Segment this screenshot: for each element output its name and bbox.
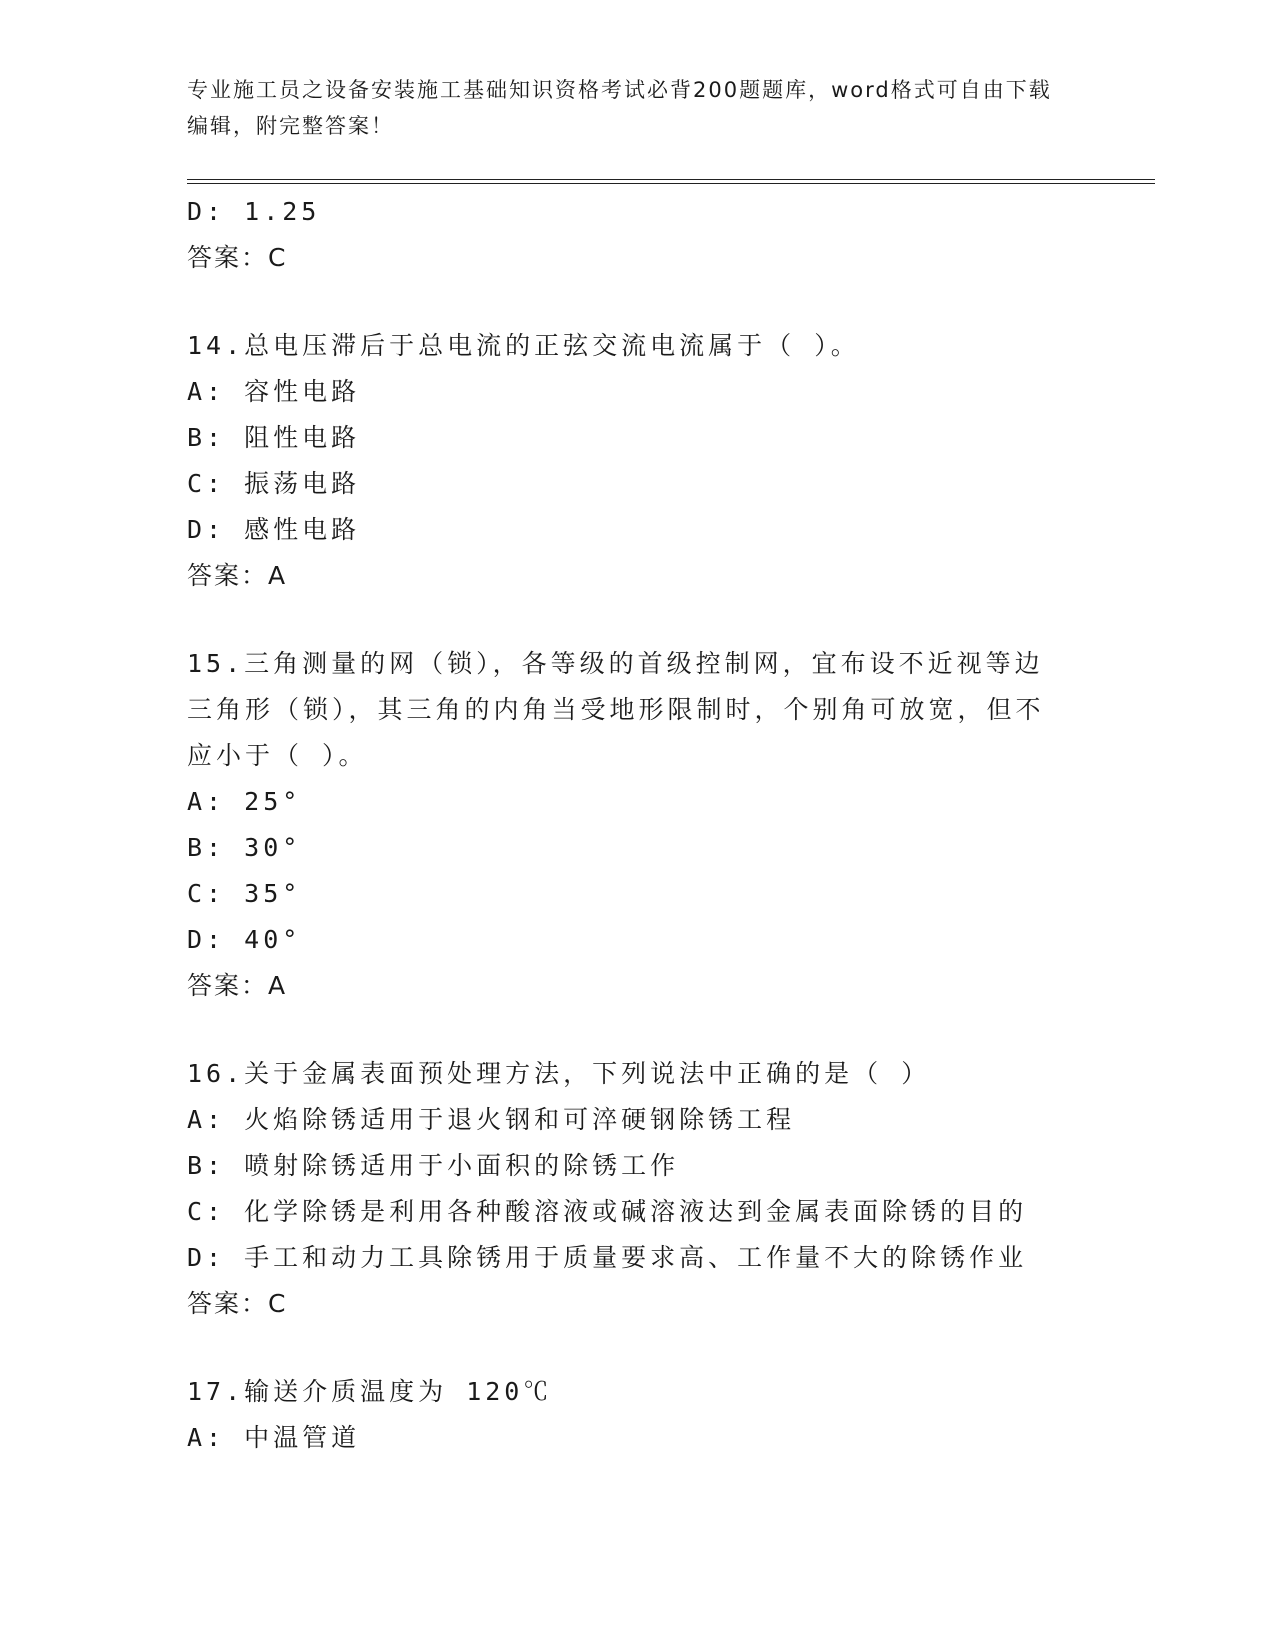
spacer [187, 599, 1087, 641]
option-d: D: 手工和动力工具除锈用于质量要求高、工作量不大的除锈作业 [187, 1243, 1028, 1272]
option-b: B: 喷射除锈适用于小面积的除锈工作 [187, 1151, 680, 1180]
spacer [187, 1009, 1087, 1051]
question-14-text: 14.总电压滞后于总电流的正弦交流电流属于（ ）。 [187, 331, 860, 360]
option-a: A: 中温管道 [187, 1423, 361, 1452]
document-header: 专业施工员之设备安装施工基础知识资格考试必背200题题库，word格式可自由下载编辑，附完整答案！ [187, 78, 1052, 138]
option-b: B: 30° [187, 833, 302, 862]
question-list [187, 189, 1087, 1461]
option-c: C: 振荡电路 [187, 469, 361, 498]
option-c: C: 化学除锈是利用各种酸溶液或碱溶液达到金属表面除锈的目的 [187, 1197, 1028, 1226]
answer-label: 答案：A [187, 971, 288, 1000]
option-a: A: 25° [187, 787, 302, 816]
answer-label: 答案：A [187, 561, 288, 590]
option-c: C: 35° [187, 879, 302, 908]
option-d: D: 40° [187, 925, 302, 954]
option-d: D: 感性电路 [187, 515, 361, 544]
question-17-text: 17.输送介质温度为 120℃ [187, 1377, 553, 1406]
answer-label: 答案：C [187, 243, 288, 272]
option-d: D: 1.25 [187, 197, 321, 226]
header-divider [187, 179, 1155, 184]
option-a: A: 容性电路 [187, 377, 361, 406]
question-16-text: 16.关于金属表面预处理方法，下列说法中正确的是（ ） [187, 1059, 931, 1088]
question-15-text: 15.三角测量的网（锁），各等级的首级控制网，宜布设不近视等边三角形（锁），其三角的内角当受地形限制时，个别角可放宽，但不应小于（ ）。 [187, 649, 1045, 770]
spacer [187, 1327, 1087, 1369]
option-b: B: 阻性电路 [187, 423, 361, 452]
option-a: A: 火焰除锈适用于退火钢和可淬硬钢除锈工程 [187, 1105, 796, 1134]
spacer [187, 281, 1087, 323]
answer-label: 答案：C [187, 1289, 288, 1318]
